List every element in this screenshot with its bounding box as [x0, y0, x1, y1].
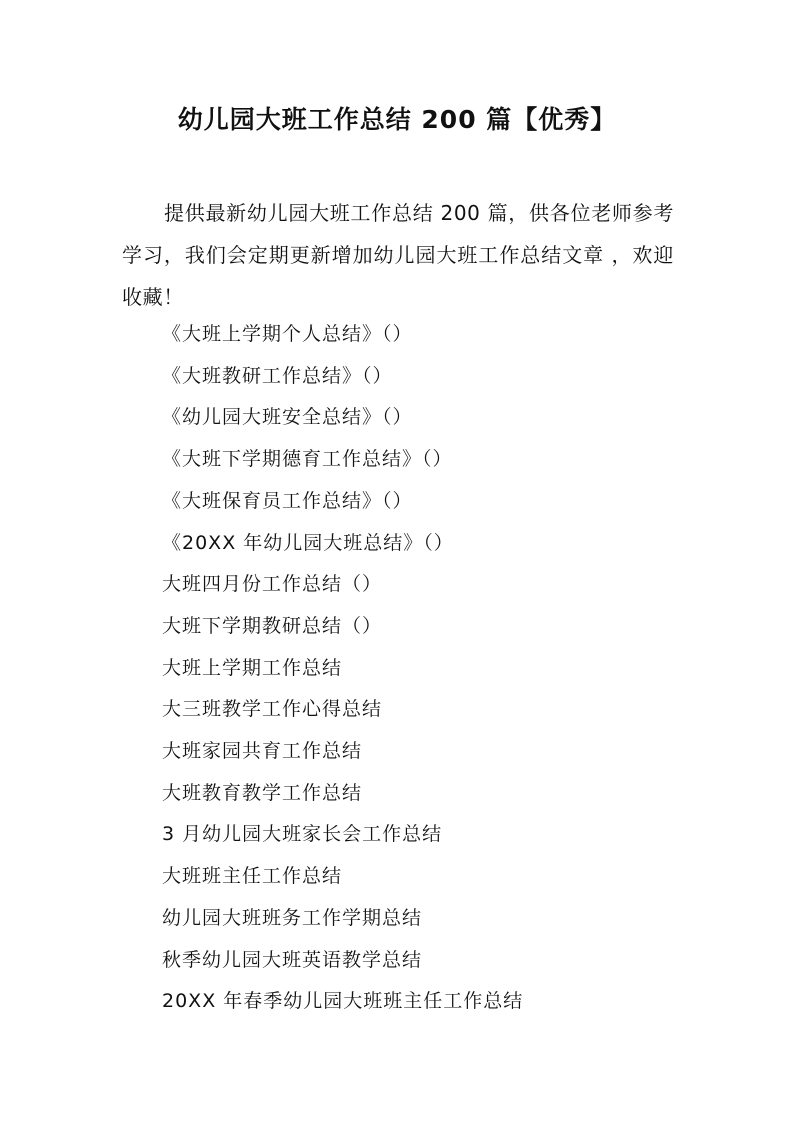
intro-paragraph: 提供最新幼儿园大班工作总结 200 篇，供各位老师参考学习，我们会定期更新增加幼儿园大班工作总结文章 ，欢迎收藏！	[122, 201, 674, 309]
list-item: 《20XX 年幼儿园大班总结》（）	[162, 531, 454, 554]
list-item: 《大班教研工作总结》（）	[162, 364, 393, 387]
list-item: 大班下学期教研总结（）	[162, 614, 383, 637]
list-item: 幼儿园大班班务工作学期总结	[162, 906, 423, 929]
list-item: 大班教育教学工作总结	[162, 781, 363, 804]
list-item: 大班上学期工作总结	[162, 656, 343, 679]
list-item: 大班班主任工作总结	[162, 865, 343, 888]
list-item: 大班四月份工作总结（）	[162, 573, 383, 596]
list-item: 《大班保育员工作总结》（）	[162, 489, 413, 512]
list-item: 大班家园共育工作总结	[162, 740, 363, 763]
list-item: 3 月幼儿园大班家长会工作总结	[162, 823, 443, 846]
list-item: 秋季幼儿园大班英语教学总结	[162, 948, 423, 971]
document-title: 幼儿园大班工作总结 200 篇【优秀】	[177, 105, 617, 134]
article-list	[162, 314, 523, 1023]
list-item: 《大班下学期德育工作总结》（）	[162, 448, 453, 471]
list-item: 《幼儿园大班安全总结》（）	[162, 406, 413, 429]
list-item: 《大班上学期个人总结》（）	[162, 323, 413, 345]
list-item: 大三班教学工作心得总结	[162, 698, 383, 721]
list-item: 20XX 年春季幼儿园大班班主任工作总结	[162, 990, 524, 1013]
